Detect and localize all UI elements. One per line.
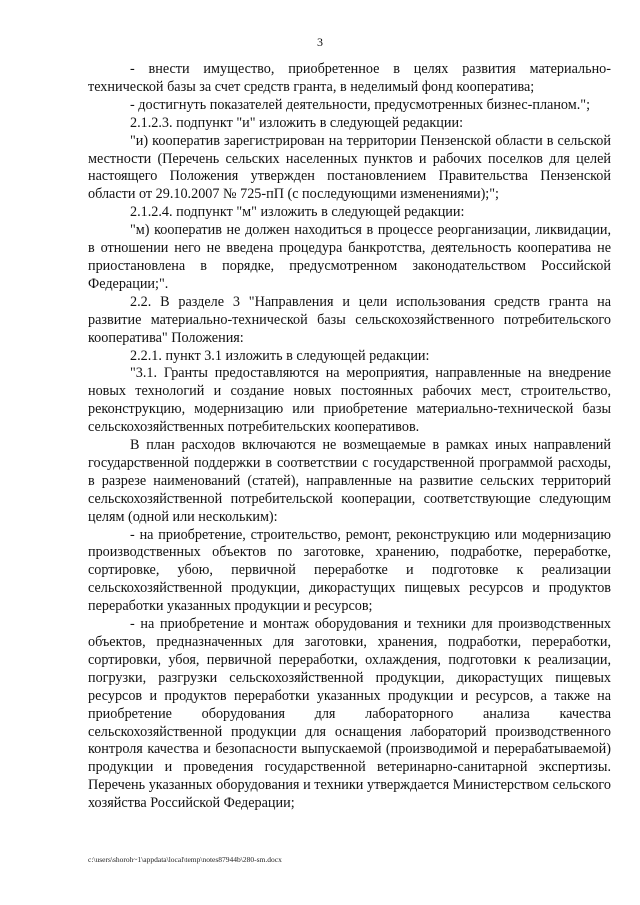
paragraph-2-1-2-4: 2.1.2.4. подпункт "м" изложить в следующей редакции:	[130, 204, 465, 221]
paragraph-subpoint-i: "и) кооператив зарегистрирован на территории Пензенской области в сельской местности (Перечень сельских населенных пунктов и рабочих поселков для целей настоящего Положения утвержден постановлением Правительства Пензенской области от 29.10.2007 № 725-пП (с последующими изменениями);";	[88, 132, 611, 203]
paragraph-2-2-1: 2.2.1. пункт 3.1 изложить в следующей редакции:	[130, 347, 430, 364]
paragraph-expense-plan: В план расходов включаются не возмещаемые в рамках иных направлений государственной поддержки в соответствии с государственной программой расходы, в разрезе наименований (статей), направленные на развитие сельских территорий сельскохозяйственной потребительской кооперации, соответствующие следующим целям (одной или нескольким):	[88, 437, 611, 525]
paragraph-2-1-2-3: 2.1.2.3. подпункт "и" изложить в следующей редакции:	[130, 114, 464, 131]
paragraph-contribute-property: - внести имущество, приобретенное в целях развития материально-технической базы за счет средств гранта, в неделимый фонд кооператива;	[88, 61, 611, 95]
page-number: 3	[317, 35, 323, 49]
paragraph-subpoint-m: "м) кооператив не должен находиться в процессе реорганизации, ликвидации, в отношении него не введена процедура банкротства, деятельность кооператива не приостановлена в порядке, предусмотренном законодательством Российской Федерации;".	[88, 222, 611, 292]
paragraph-2-2: 2.2. В разделе 3 "Направления и цели использования средств гранта на развитие материально-технической базы сельскохозяйственного потребительского кооператива" Положения:	[88, 293, 611, 346]
document-body	[88, 61, 611, 813]
footer-file-path: c:\users\shoroh~1\appdata\local\temp\notes87944b\280-sm.docx	[88, 855, 282, 864]
paragraph-construction-objects: - на приобретение, строительство, ремонт, реконструкцию или модернизацию производственных объектов по заготовке, хранению, подработке, переработке, сортировке, убою, первичной переработке и подготовке к реализации сельскохозяйственной продукции, дикорастущих пищевых ресурсов и продуктов переработки указанных продукции и ресурсов;	[88, 526, 611, 615]
paragraph-equipment-purchase: - на приобретение и монтаж оборудования и техники для производственных объектов, предназначенных для заготовки, хранения, подработки, переработки, сортировки, убоя, первичной переработки, охлаждения, подготовки к реализации, погрузки, разгрузки сельскохозяйственной продукции, дикорастущих пищевых ресурсов и продуктов переработки указанных продукции и ресурсов, а также на приобретение оборудования для лабораторного анализа качества сельскохозяйственной продукции для оснащения лабораторий производственного контроля качества и безопасности выпускаемой (производимой и перерабатываемой) продукции и проведения государственной ветеринарно-санитарной экспертизы. Перечень указанных оборудования и техники утверждается Министерством сельского хозяйства Российской Федерации;	[88, 616, 611, 812]
paragraph-point-3-1: "3.1. Гранты предоставляются на мероприятия, направленные на внедрение новых технологий и создание новых постоянных рабочих мест, строительство, реконструкцию, модернизацию или приобретение материально-технической базы сельскохозяйственных потребительских кооперативов.	[88, 365, 611, 436]
paragraph-achieve-indicators: - достигнуть показателей деятельности, предусмотренных бизнес-планом.";	[130, 96, 591, 113]
